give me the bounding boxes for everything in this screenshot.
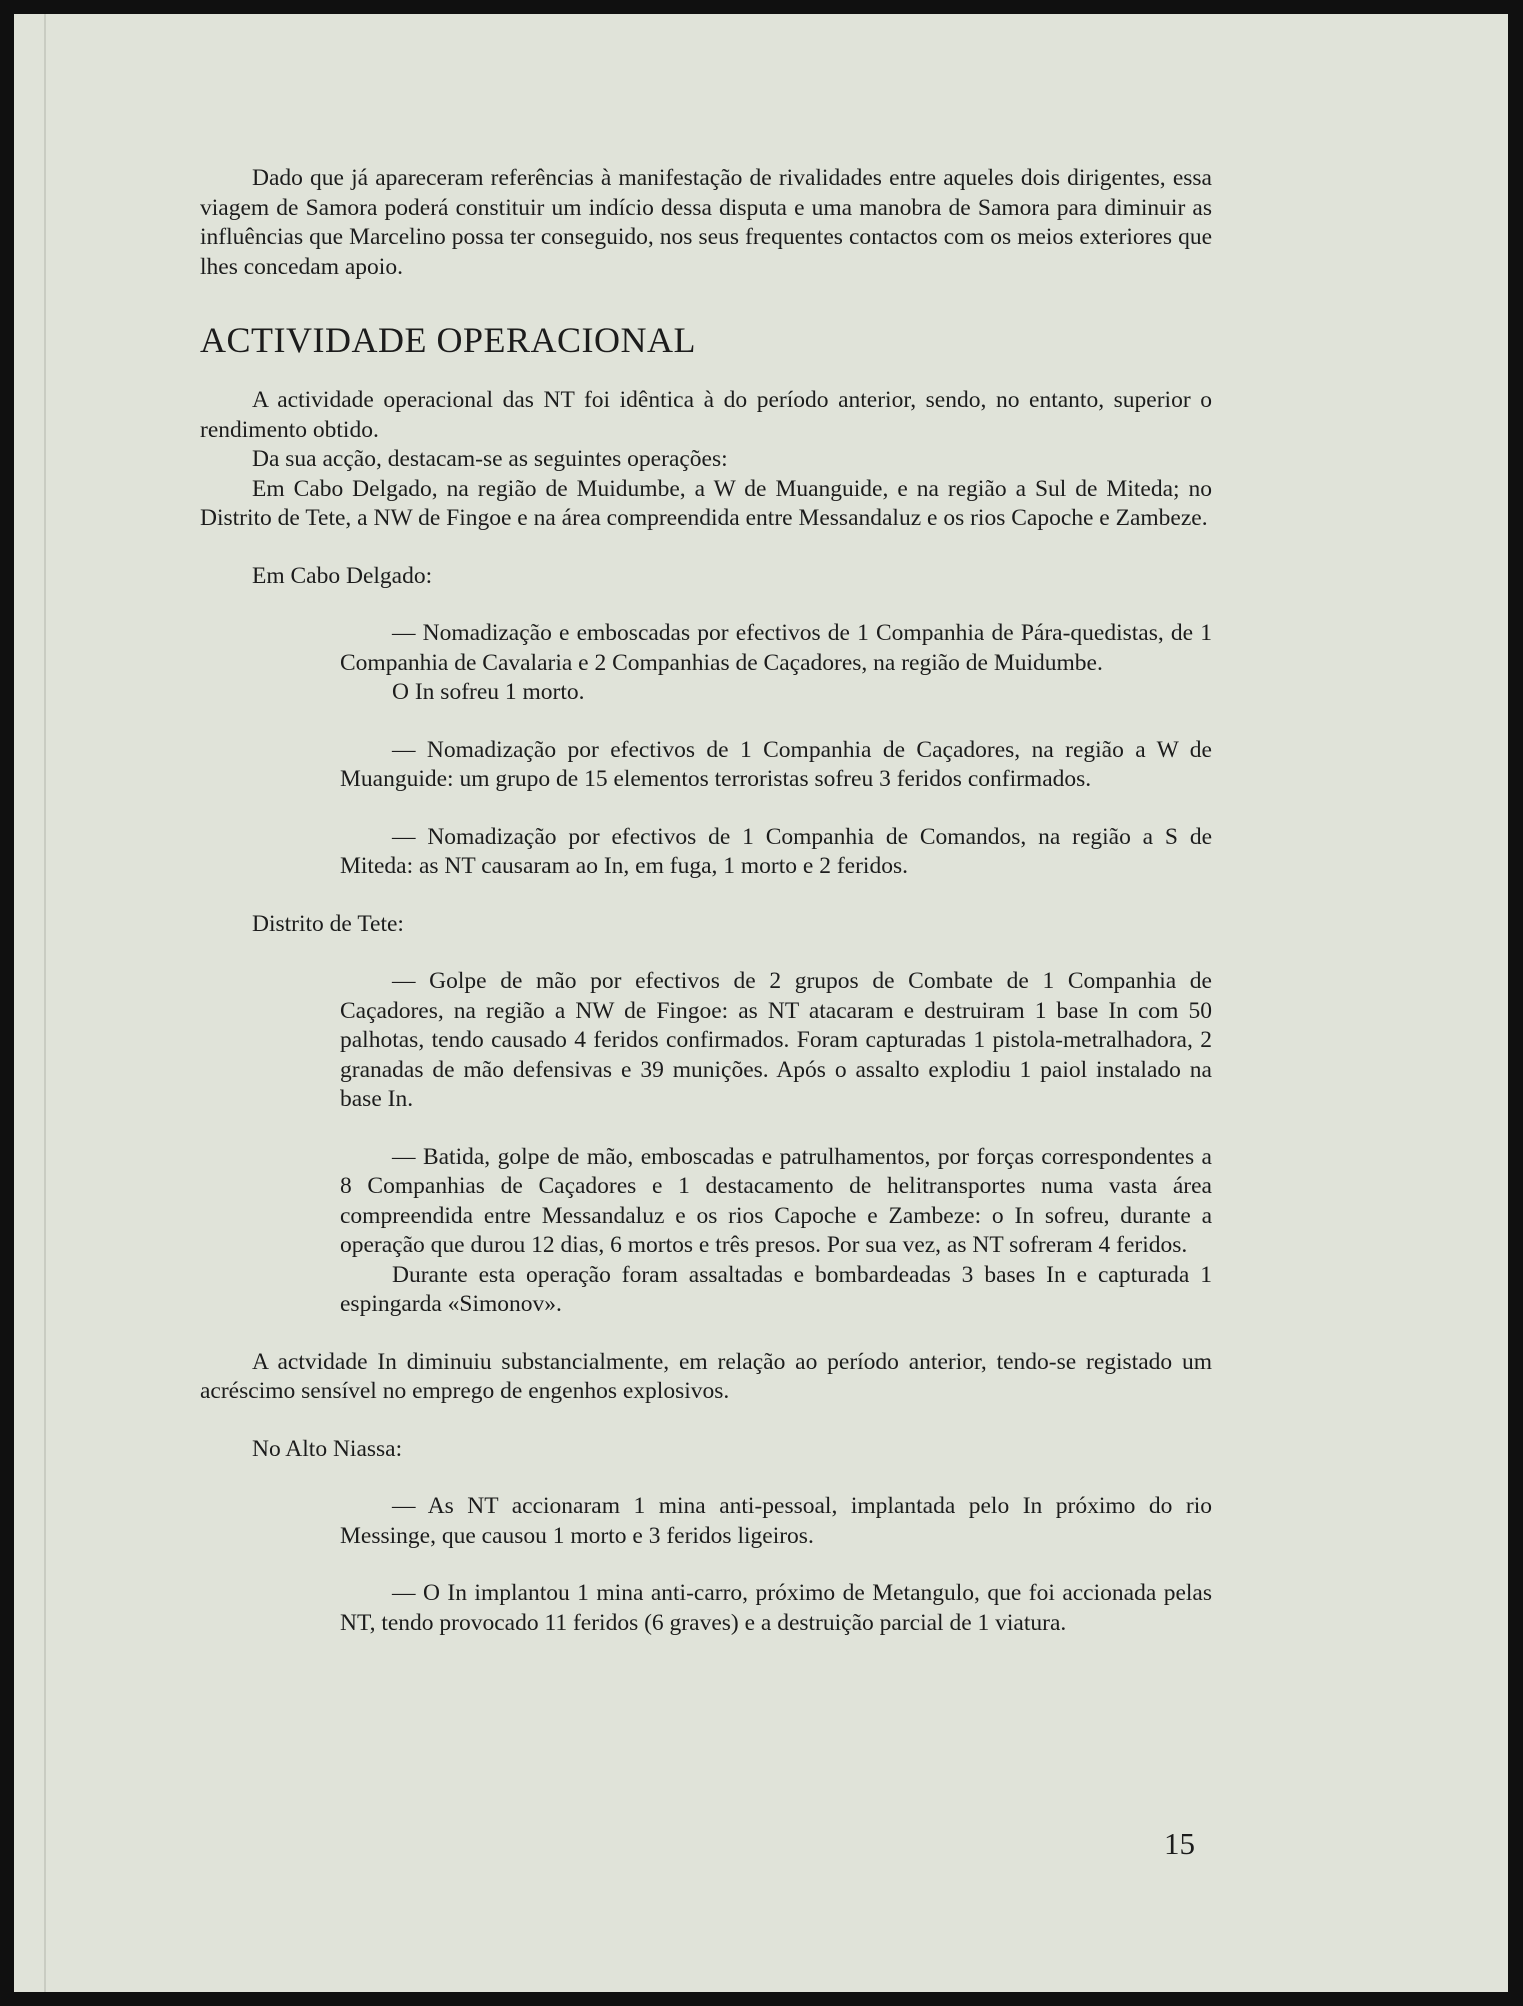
- cabo-delgado-item-3: — Nomadização por efectivos de 1 Companhia de Comandos, na região a S de Miteda: as NT causaram ao In, em fuga, 1 morto e 2 feridos.: [340, 823, 1212, 879]
- tete-label: Distrito de Tete:: [252, 910, 404, 937]
- page-number: 15: [1164, 1826, 1195, 1861]
- cabo-delgado-item-1-result: O In sofreu 1 morto.: [392, 679, 585, 705]
- in-activity-paragraph: A actvidade In diminuiu substancialmente, em relação ao período anterior, tendo-se registado um acréscimo sensível no emprego de engenhos explosivos.: [200, 1348, 1212, 1404]
- cabo-delgado-label: Em Cabo Delgado:: [252, 562, 433, 589]
- op-intro-paragraph-2: Da sua acção, destacam-se as seguintes operações:: [252, 446, 728, 472]
- niassa-label: No Alto Niassa:: [252, 1435, 403, 1462]
- op-intro-paragraph-1: A actividade operacional das NT foi idêntica à do período anterior, sendo, no entanto, superior o rendimento obtido.: [200, 387, 1212, 443]
- niassa-item-2: — O In implantou 1 mina anti-carro, próximo de Metangulo, que foi accionada pelas NT, tendo provocado 11 feridos (6 graves) e a destruição parcial de 1 viatura.: [340, 1580, 1212, 1636]
- tete-item-2-continuation: Durante esta operação foram assaltadas e bombardeadas 3 bases In e capturada 1 espingarda «Simonov».: [340, 1261, 1212, 1317]
- intro-paragraph: Dado que já apareceram referências à manifestação de rivalidades entre aqueles dois dirigentes, essa viagem de Samora poderá constituir um indício dessa disputa e uma manobra de Samora para diminuir as influências que Marcelino possa ter conseguido, nos seus frequentes contactos com os meios exteriores que lhes concedam apoio.: [200, 165, 1212, 280]
- cabo-delgado-item-1: — Nomadização e emboscadas por efectivos de 1 Companhia de Pára-quedistas, de 1 Companhia de Cavalaria e 2 Companhias de Caçadores, na região de Muidumbe.: [340, 620, 1212, 676]
- op-intro-paragraph-3: Em Cabo Delgado, na região de Muidumbe, a W de Muanguide, e na região a Sul de Miteda; no Distrito de Tete, a NW de Fingoe e na área compreendida entre Messandaluz e os rios Capoche e Zambeze.: [200, 475, 1212, 531]
- niassa-item-1: — As NT accionaram 1 mina anti-pessoal, implantada pelo In próximo do rio Messinge, que causou 1 morto e 3 feridos ligeiros.: [340, 1493, 1212, 1549]
- tete-item-2: — Batida, golpe de mão, emboscadas e patrulhamentos, por forças correspondentes a 8 Companhias de Caçadores e 1 destacamento de helitransportes numa vasta área compreendida entre Messandaluz e os rios Capoche e Zambeze: o In sofreu, durante a operação que durou 12 dias, 6 mortos e três presos. Por sua vez, as NT sofreram 4 feridos.: [340, 1143, 1212, 1258]
- tete-item-1: — Golpe de mão por efectivos de 2 grupos de Combate de 1 Companhia de Caçadores, na região a NW de Fingoe: as NT atacaram e destruiram 1 base In com 50 palhotas, tendo causado 4 feridos confirmados. Foram capturadas 1 pistola-metralhadora, 2 granadas de mão defensivas e 39 munições. Após o assalto explodiu 1 paiol instalado na base In.: [340, 968, 1212, 1112]
- document-page: [14, 14, 1508, 1992]
- cabo-delgado-item-2: — Nomadização por efectivos de 1 Companhia de Caçadores, na região a W de Muanguide: um grupo de 15 elementos terroristas sofreu 3 feridos confirmados.: [340, 736, 1212, 792]
- page-body: [200, 164, 1212, 1638]
- page-gutter: [44, 14, 46, 1992]
- section-heading: ACTIVIDADE OPERACIONAL: [200, 320, 696, 360]
